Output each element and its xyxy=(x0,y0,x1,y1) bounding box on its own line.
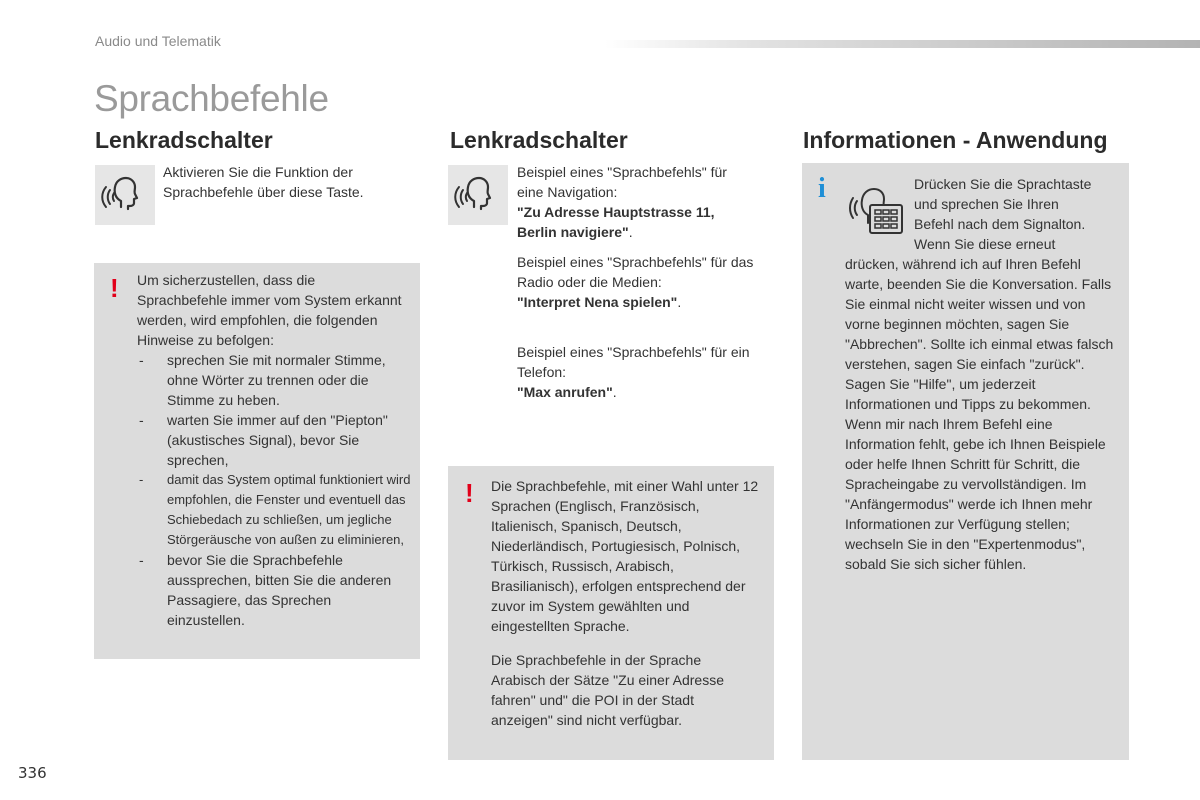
col1-heading: Lenkradschalter xyxy=(95,127,273,153)
voice-command-head-icon xyxy=(448,165,508,225)
header-gradient-bar xyxy=(605,40,1200,48)
list-item: - warten Sie immer auf den "Piepton" (akustisches Signal), bevor Sie sprechen, xyxy=(139,412,388,468)
col1-warning-box xyxy=(94,263,420,659)
exclamation-mark-icon: ! xyxy=(110,273,119,303)
list-item: - sprechen Sie mit normaler Stimme, ohne Wörter zu trennen oder die Stimme zu heben. xyxy=(139,352,386,408)
list-item: - damit das System optimal funktioniert wird empfohlen, die Fenster und eventuell das Schiebedach zu schließen, um jegliche Störgeräusche von außen zu eliminieren, xyxy=(139,472,411,547)
col2-languages-text: Die Sprachbefehle, mit einer Wahl unter 12 Sprachen (Englisch, Französisch, Italienisch, Spanisch, Deutsch, Niederländisch, Portugiesisch, Polnisch, Türkisch, Russisch, Arabisch, Brasilianisch), erfolgen entsprechend der zuvor im System gewählten und eingestellten Sprache. xyxy=(491,478,759,634)
col1-warning-list xyxy=(137,350,412,630)
col2-heading: Lenkradschalter xyxy=(450,127,628,153)
col2-example-radio: Beispiel eines "Sprachbefehls" für das Radio oder die Medien: "Interpret Nena spielen". xyxy=(517,254,754,310)
col3-text-top: Drücken Sie die Sprachtaste und sprechen Sie Ihren Befehl nach dem Signalton. Wenn Sie diese erneut xyxy=(914,176,1092,252)
col2-arabic-note: Die Sprachbefehle in der Sprache Arabisch der Sätze "Zu einer Adresse fahren" und" die POI in der Stadt anzeigen" sind nicht verfügbar. xyxy=(491,652,724,728)
col2-warning-box xyxy=(448,466,774,760)
col1-warning-intro: Um sicherzustellen, dass die Sprachbefehle immer vom System erkannt werden, wird empfohlen, die folgenden Hinweise zu befolgen: xyxy=(137,272,402,348)
info-icon: i xyxy=(818,173,826,204)
col2-icon-box xyxy=(448,165,508,225)
col2-example-navigation: Beispiel eines "Sprachbefehls" für eine Navigation: "Zu Adresse Hauptstrasse 11, Berlin navigiere". xyxy=(517,164,727,240)
list-item: - bevor Sie die Sprachbefehle aussprechen, bitten Sie die anderen Passagiere, das Sprechen einzustellen. xyxy=(139,552,392,628)
page-number: 336 xyxy=(18,764,47,782)
exclamation-mark-icon: ! xyxy=(465,478,474,508)
col1-intro-text: Aktivieren Sie die Funktion der Sprachbefehle über diese Taste. xyxy=(163,164,364,200)
col2-example-phone: Beispiel eines "Sprachbefehls" für ein Telefon: "Max anrufen". xyxy=(517,344,750,400)
col3-info-box xyxy=(802,163,1129,760)
section-header: Audio und Telematik xyxy=(95,33,221,49)
col3-heading: Informationen - Anwendung xyxy=(803,127,1108,153)
col3-text-body: drücken, während ich auf Ihren Befehl warte, beenden Sie die Konversation. Falls Sie einmal nicht weiter wissen und von vorne beginnen möchten, sagen Sie "Abbrechen". Sollte ich einmal etwas falsch verstehen, sagen Sie einfach "zurück". Sagen Sie "Hilfe", um jederzeit Informationen und Tipps zu bekommen. Wenn mir nach Ihrem Befehl eine Information fehlt, gebe ich Ihnen Beispiele oder helfe Ihnen Schritt für Schritt, die Spracheingabe zu vervollständigen. Im "Anfängermodus" werde ich Ihnen mehr Informationen zur Verfügung stellen; wechseln Sie in den "Expertenmodus", sobald Sie sich sicher fühlen. xyxy=(845,256,1114,572)
voice-keypad-icon xyxy=(846,177,906,237)
voice-command-head-icon xyxy=(95,165,155,225)
page-title: Sprachbefehle xyxy=(94,78,329,119)
col1-icon-box xyxy=(95,165,155,225)
